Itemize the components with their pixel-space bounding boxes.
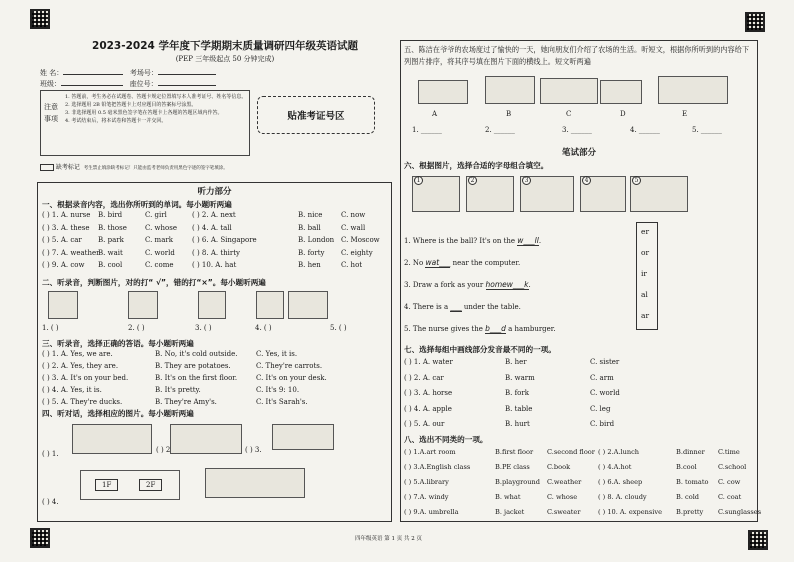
picture-letter: E xyxy=(682,110,688,118)
s6-sentence-post: a hamburger. xyxy=(505,325,556,333)
s1-cell: C. eighty xyxy=(341,248,373,257)
qr-code-top-left xyxy=(30,9,50,29)
farm-picture-a xyxy=(418,80,468,104)
picture-letter: B xyxy=(506,110,512,118)
s2-item: 1. ( ) xyxy=(42,324,59,332)
name-line xyxy=(40,68,216,78)
qr-code-bottom-left xyxy=(30,528,50,548)
s6-picture-number: 3 xyxy=(522,176,531,185)
s1-cell[interactable]: ( ) 1. A. nurse xyxy=(42,211,91,219)
farm-picture-d xyxy=(600,80,642,104)
s8-cell: B. cold xyxy=(676,493,700,501)
s1-cell: B. London xyxy=(298,236,335,244)
s6-sentence-post: . xyxy=(538,237,542,245)
s1-cell[interactable]: ( ) 2. A. next xyxy=(192,211,236,219)
s6-sentence-pre: 5. The nurse gives the xyxy=(404,325,486,333)
s6-answer-blank[interactable]: wat___ xyxy=(425,258,451,267)
shoes-picture xyxy=(48,291,78,319)
s6-answer-blank[interactable]: homew___k xyxy=(485,280,529,289)
s7-cell: C. leg xyxy=(590,404,611,413)
s6-sentence xyxy=(404,258,520,268)
s7-cell: B. hurt xyxy=(505,420,530,428)
s3-cell[interactable]: ( ) 1. A. Yes, we are. xyxy=(42,350,113,358)
s8-cell: B. jacket xyxy=(495,508,525,516)
floor-label-2f: 2F xyxy=(139,479,162,491)
s1-cell[interactable]: ( ) 8. A. thirty xyxy=(192,248,240,257)
s8-cell: B.first floor xyxy=(495,448,534,456)
s1-cell: B. forty xyxy=(298,248,325,257)
s3-cell[interactable]: ( ) 5. A. They're ducks. xyxy=(42,398,123,406)
notice-line: 1. 答题前，考生务必在试题卷、答题卡规定位置填写本人准考证号、姓名等信息。 xyxy=(65,94,247,100)
s3-cell: C. It's Sarah's. xyxy=(256,398,308,406)
weather-picture-pair xyxy=(72,424,152,454)
clothes-picture-pair xyxy=(272,424,334,450)
s6-option: or xyxy=(641,248,650,257)
s8-cell[interactable]: ( ) 5.A.library xyxy=(404,478,449,486)
s3-cell: B. No, it's cold outside. xyxy=(155,350,238,358)
s5-heading: 五、陈洁在爷爷的农场度过了愉快的一天，她向朋友们介绍了农场的生活。听短文，根据你所听到的内容给下列图片排序，将其序号填在图片下面的横线上。短文听两遍 xyxy=(404,45,750,66)
s8-cell: B. tomato xyxy=(676,478,709,486)
s1-cell: C. hot xyxy=(341,261,363,269)
s8-cell: C.school xyxy=(718,463,747,471)
s8-cell: C. coat xyxy=(718,493,742,501)
notice-line: 4. 考试结束后，将本试卷和答题卡一并交回。 xyxy=(65,118,167,124)
s6-sentence-post: near the computer. xyxy=(450,259,521,267)
s8-cell: B. what xyxy=(495,493,521,501)
s6-sentence xyxy=(404,302,521,312)
s1-cell[interactable]: ( ) 10. A. hat xyxy=(192,261,237,269)
listening-title: 听力部分 xyxy=(197,187,232,197)
class-label: 班级： xyxy=(40,80,61,88)
s4-heading: 四、听对话，选择相应的图片。每小题听两遍 xyxy=(42,409,194,418)
s1-cell[interactable]: ( ) 4. A. tall xyxy=(192,223,232,232)
s1-cell: B. nice xyxy=(298,211,323,219)
s1-cell: B. ball xyxy=(298,223,321,232)
order-blank[interactable]: 4. ______ xyxy=(630,126,660,134)
s6-answer-blank[interactable]: ___ xyxy=(450,302,462,311)
s4-item: ( ) 4. xyxy=(42,498,59,506)
picture-letter: D xyxy=(620,110,626,118)
s1-cell[interactable]: ( ) 5. A. car xyxy=(42,236,82,244)
exam-title: 2023-2024 学年度下学期期末质量调研四年级英语试题 xyxy=(92,40,358,52)
s3-cell: C. They're carrots. xyxy=(256,362,323,370)
exam-room-blank[interactable] xyxy=(158,74,216,75)
s8-cell: B.playground xyxy=(495,478,540,486)
s6-picture-number: 5 xyxy=(632,176,641,185)
s8-cell[interactable]: ( ) 8. A. cloudy xyxy=(598,493,647,501)
order-blank[interactable]: 5. ______ xyxy=(692,126,722,134)
s7-cell: C. world xyxy=(590,389,620,397)
s6-option: al xyxy=(641,290,648,299)
s1-cell[interactable]: ( ) 3. A. these xyxy=(42,223,90,232)
s1-cell: C. now xyxy=(341,211,366,219)
s1-cell: B. hen xyxy=(298,261,321,269)
s8-cell[interactable]: ( ) 6.A. sheep xyxy=(598,478,643,486)
s7-cell: C. bird xyxy=(590,420,615,428)
s7-cell: B. warm xyxy=(505,373,535,382)
s2-item: 4. ( ) xyxy=(255,324,272,332)
floor-picture-pair xyxy=(80,470,180,500)
missing-checkbox[interactable] xyxy=(40,164,54,171)
s6-sentence xyxy=(404,236,541,246)
qr-code-bottom-right xyxy=(748,530,768,550)
s6-answer-blank[interactable]: b___d xyxy=(485,324,506,333)
s8-cell[interactable]: ( ) 9.A. umbrella xyxy=(404,508,459,516)
notice-line: 2. 选择题用 2B 铅笔把答题卡上对应题目的答案标号涂黑。 xyxy=(65,102,197,108)
s3-cell: B. It's on the first floor. xyxy=(155,374,238,382)
s3-cell[interactable]: ( ) 3. A. It's on your bed. xyxy=(42,374,129,382)
s6-sentence-post: . xyxy=(528,281,531,289)
classroom-picture-pair xyxy=(170,424,242,454)
s8-cell[interactable]: ( ) 4.A.hot xyxy=(598,463,632,471)
exam-number-sticker-area[interactable]: 贴准考证号区 xyxy=(257,96,375,134)
s4-item: ( ) 3. xyxy=(245,446,262,454)
exam-subtitle: (PEP 三年级起点 50 分钟完成) xyxy=(175,55,275,63)
s8-cell: C. cow xyxy=(718,478,741,486)
s8-cell: C.second floor xyxy=(547,448,595,456)
s1-cell: C. Moscow xyxy=(341,236,380,244)
s7-cell[interactable]: ( ) 2. A. car xyxy=(404,373,444,382)
s6-heading: 六、根据图片，选择合适的字母组合填空。 xyxy=(404,161,549,170)
s8-cell: C.weather xyxy=(547,478,582,486)
s6-sentence-pre: 2. No xyxy=(404,259,426,267)
notice-label: 注意事项 xyxy=(44,103,58,123)
s1-cell[interactable]: ( ) 7. A. weather xyxy=(42,248,100,257)
s7-cell[interactable]: ( ) 4. A. apple xyxy=(404,404,452,413)
missing-mark xyxy=(40,162,228,171)
s3-heading: 三、听录音，选择正确的答语。每小题听两遍 xyxy=(42,339,194,348)
s7-heading: 七、选择每组中画线部分发音最不同的一项。 xyxy=(404,345,556,354)
s8-cell: B.cool xyxy=(676,463,697,471)
s6-picture-number: 2 xyxy=(468,176,477,185)
order-blank[interactable]: 1. ______ xyxy=(412,126,442,134)
s6-option: ar xyxy=(641,311,650,320)
s1-cell: C. mark xyxy=(145,236,173,244)
s8-cell: C.time xyxy=(718,448,740,456)
class-blank[interactable] xyxy=(61,85,123,86)
s6-sentence-post: under the table. xyxy=(461,303,521,311)
farm-picture-e xyxy=(658,76,728,104)
picture-letter: C xyxy=(566,110,572,118)
s1-cell: C. whose xyxy=(145,223,178,232)
s1-cell: C. world xyxy=(145,248,175,257)
s8-heading: 八、选出不同类的一项。 xyxy=(404,435,488,444)
s3-cell[interactable]: ( ) 2. A. Yes, they are. xyxy=(42,362,119,370)
s2-heading: 二、听录音，判断图片，对的打“ √”，错的打“×”。每小题听两遍 xyxy=(42,278,266,287)
notice-line: 3. 非选择题用 0.5 毫米黑色签字笔在答题卡上各题的答题区域内作答。 xyxy=(65,110,223,116)
s8-cell[interactable]: ( ) 7.A. windy xyxy=(404,493,449,501)
qr-code-top-right xyxy=(745,12,765,32)
s8-cell[interactable]: ( ) 10. A. expensive xyxy=(598,508,662,516)
s3-cell: B. They are potatoes. xyxy=(155,362,231,370)
s7-cell: B. fork xyxy=(505,389,529,397)
s1-cell: B. cool xyxy=(98,261,123,269)
s8-cell: C. whose xyxy=(547,493,578,501)
name-label: 姓 名： xyxy=(40,69,64,77)
s1-cell: C. come xyxy=(145,261,174,269)
s3-cell: B. It's pretty. xyxy=(155,386,201,394)
cow-picture xyxy=(128,291,158,319)
s8-cell: B.PE class xyxy=(495,463,530,471)
s6-option: er xyxy=(641,227,650,236)
s2-item: 5. ( ) xyxy=(330,324,347,332)
farm-picture-b xyxy=(485,76,535,104)
s7-cell: B. her xyxy=(505,358,527,366)
s2-item: 3. ( ) xyxy=(195,324,212,332)
s7-cell: B. table xyxy=(505,404,533,413)
s3-cell: C. It's 9: 10. xyxy=(256,386,300,394)
s3-cell[interactable]: ( ) 4. A. Yes, it is. xyxy=(42,386,102,394)
s6-sentence-pre: 1. Where is the ball? It's on the xyxy=(404,237,518,245)
s6-sentence-pre: 3. Draw a fork as your xyxy=(404,281,486,289)
s7-cell: C. sister xyxy=(590,358,620,366)
s8-cell: C.book xyxy=(547,463,571,471)
s6-picture-number: 4 xyxy=(582,176,591,185)
missing-label: 缺考标记 xyxy=(55,164,80,171)
s6-picture-number: 1 xyxy=(414,176,423,185)
farm-picture-c xyxy=(540,78,598,104)
s1-cell: B. those xyxy=(98,223,127,232)
written-title: 笔试部分 xyxy=(561,148,596,158)
missing-note: 考生禁止填涂缺考标记！只能由监考老师负责用黑色字迹的签字笔填涂。 xyxy=(83,166,228,171)
name-blank[interactable] xyxy=(63,74,123,75)
order-blank[interactable]: 3. ______ xyxy=(562,126,592,134)
s8-cell: C.sweater xyxy=(547,508,581,516)
s2-item: 2. ( ) xyxy=(128,324,145,332)
s4-item: ( ) 1. xyxy=(42,450,59,458)
s1-cell: B. park xyxy=(98,236,124,244)
s1-cell: B. wait xyxy=(98,248,123,257)
order-blank[interactable]: 2. ______ xyxy=(485,126,515,134)
s6-option: ir xyxy=(641,269,647,278)
s1-cell[interactable]: ( ) 9. A. cow xyxy=(42,261,85,269)
floor-label-1f: 1F xyxy=(95,479,118,491)
rain-picture xyxy=(198,291,226,319)
class-line xyxy=(40,79,216,89)
s8-cell: C.sunglasses xyxy=(718,508,762,516)
s8-cell[interactable]: ( ) 2.A.lunch xyxy=(598,448,640,456)
s8-cell[interactable]: ( ) 3.A.English class xyxy=(404,463,471,471)
s1-heading: 一、根据录音内容，选出你所听到的单词。每小题听两遍 xyxy=(42,200,232,209)
seat-blank[interactable] xyxy=(158,85,216,86)
s8-cell: B.pretty xyxy=(676,508,704,516)
s1-cell: B. bird xyxy=(98,211,123,219)
carrots-picture xyxy=(256,291,284,319)
s7-cell[interactable]: ( ) 1. A. water xyxy=(404,358,453,366)
exam-room-label: 考场号： xyxy=(129,69,158,77)
s4-item: ( ) 2 xyxy=(156,446,171,454)
s6-sentence xyxy=(404,324,556,334)
s3-cell: C. It's on your desk. xyxy=(256,374,327,382)
s1-cell[interactable]: ( ) 6. A. Singapore xyxy=(192,236,257,244)
picture-letter: A xyxy=(432,110,438,118)
s1-cell: C. girl xyxy=(145,211,167,219)
s3-cell: B. They're Amy's. xyxy=(155,398,217,406)
notice-box xyxy=(40,90,250,156)
seat-label: 座位号： xyxy=(129,80,158,88)
s6-sentence-pre: 4. There is a xyxy=(404,303,451,311)
s7-cell[interactable]: ( ) 5. A. our xyxy=(404,420,445,428)
umbrella-picture xyxy=(288,291,328,319)
s8-cell[interactable]: ( ) 1.A.art room xyxy=(404,448,456,456)
page-footer: 四年级英语 第 1 页 共 2 页 xyxy=(355,536,422,542)
s7-cell[interactable]: ( ) 3. A. horse xyxy=(404,389,453,397)
s8-cell: B.dinner xyxy=(676,448,705,456)
s6-sentence xyxy=(404,280,531,290)
people-picture-pair xyxy=(205,468,305,498)
s6-answer-blank[interactable]: w___ll xyxy=(517,236,539,245)
s1-cell: C. wall xyxy=(341,223,366,232)
s7-cell: C. arm xyxy=(590,373,614,382)
s3-cell: C. Yes, it is. xyxy=(256,350,298,358)
